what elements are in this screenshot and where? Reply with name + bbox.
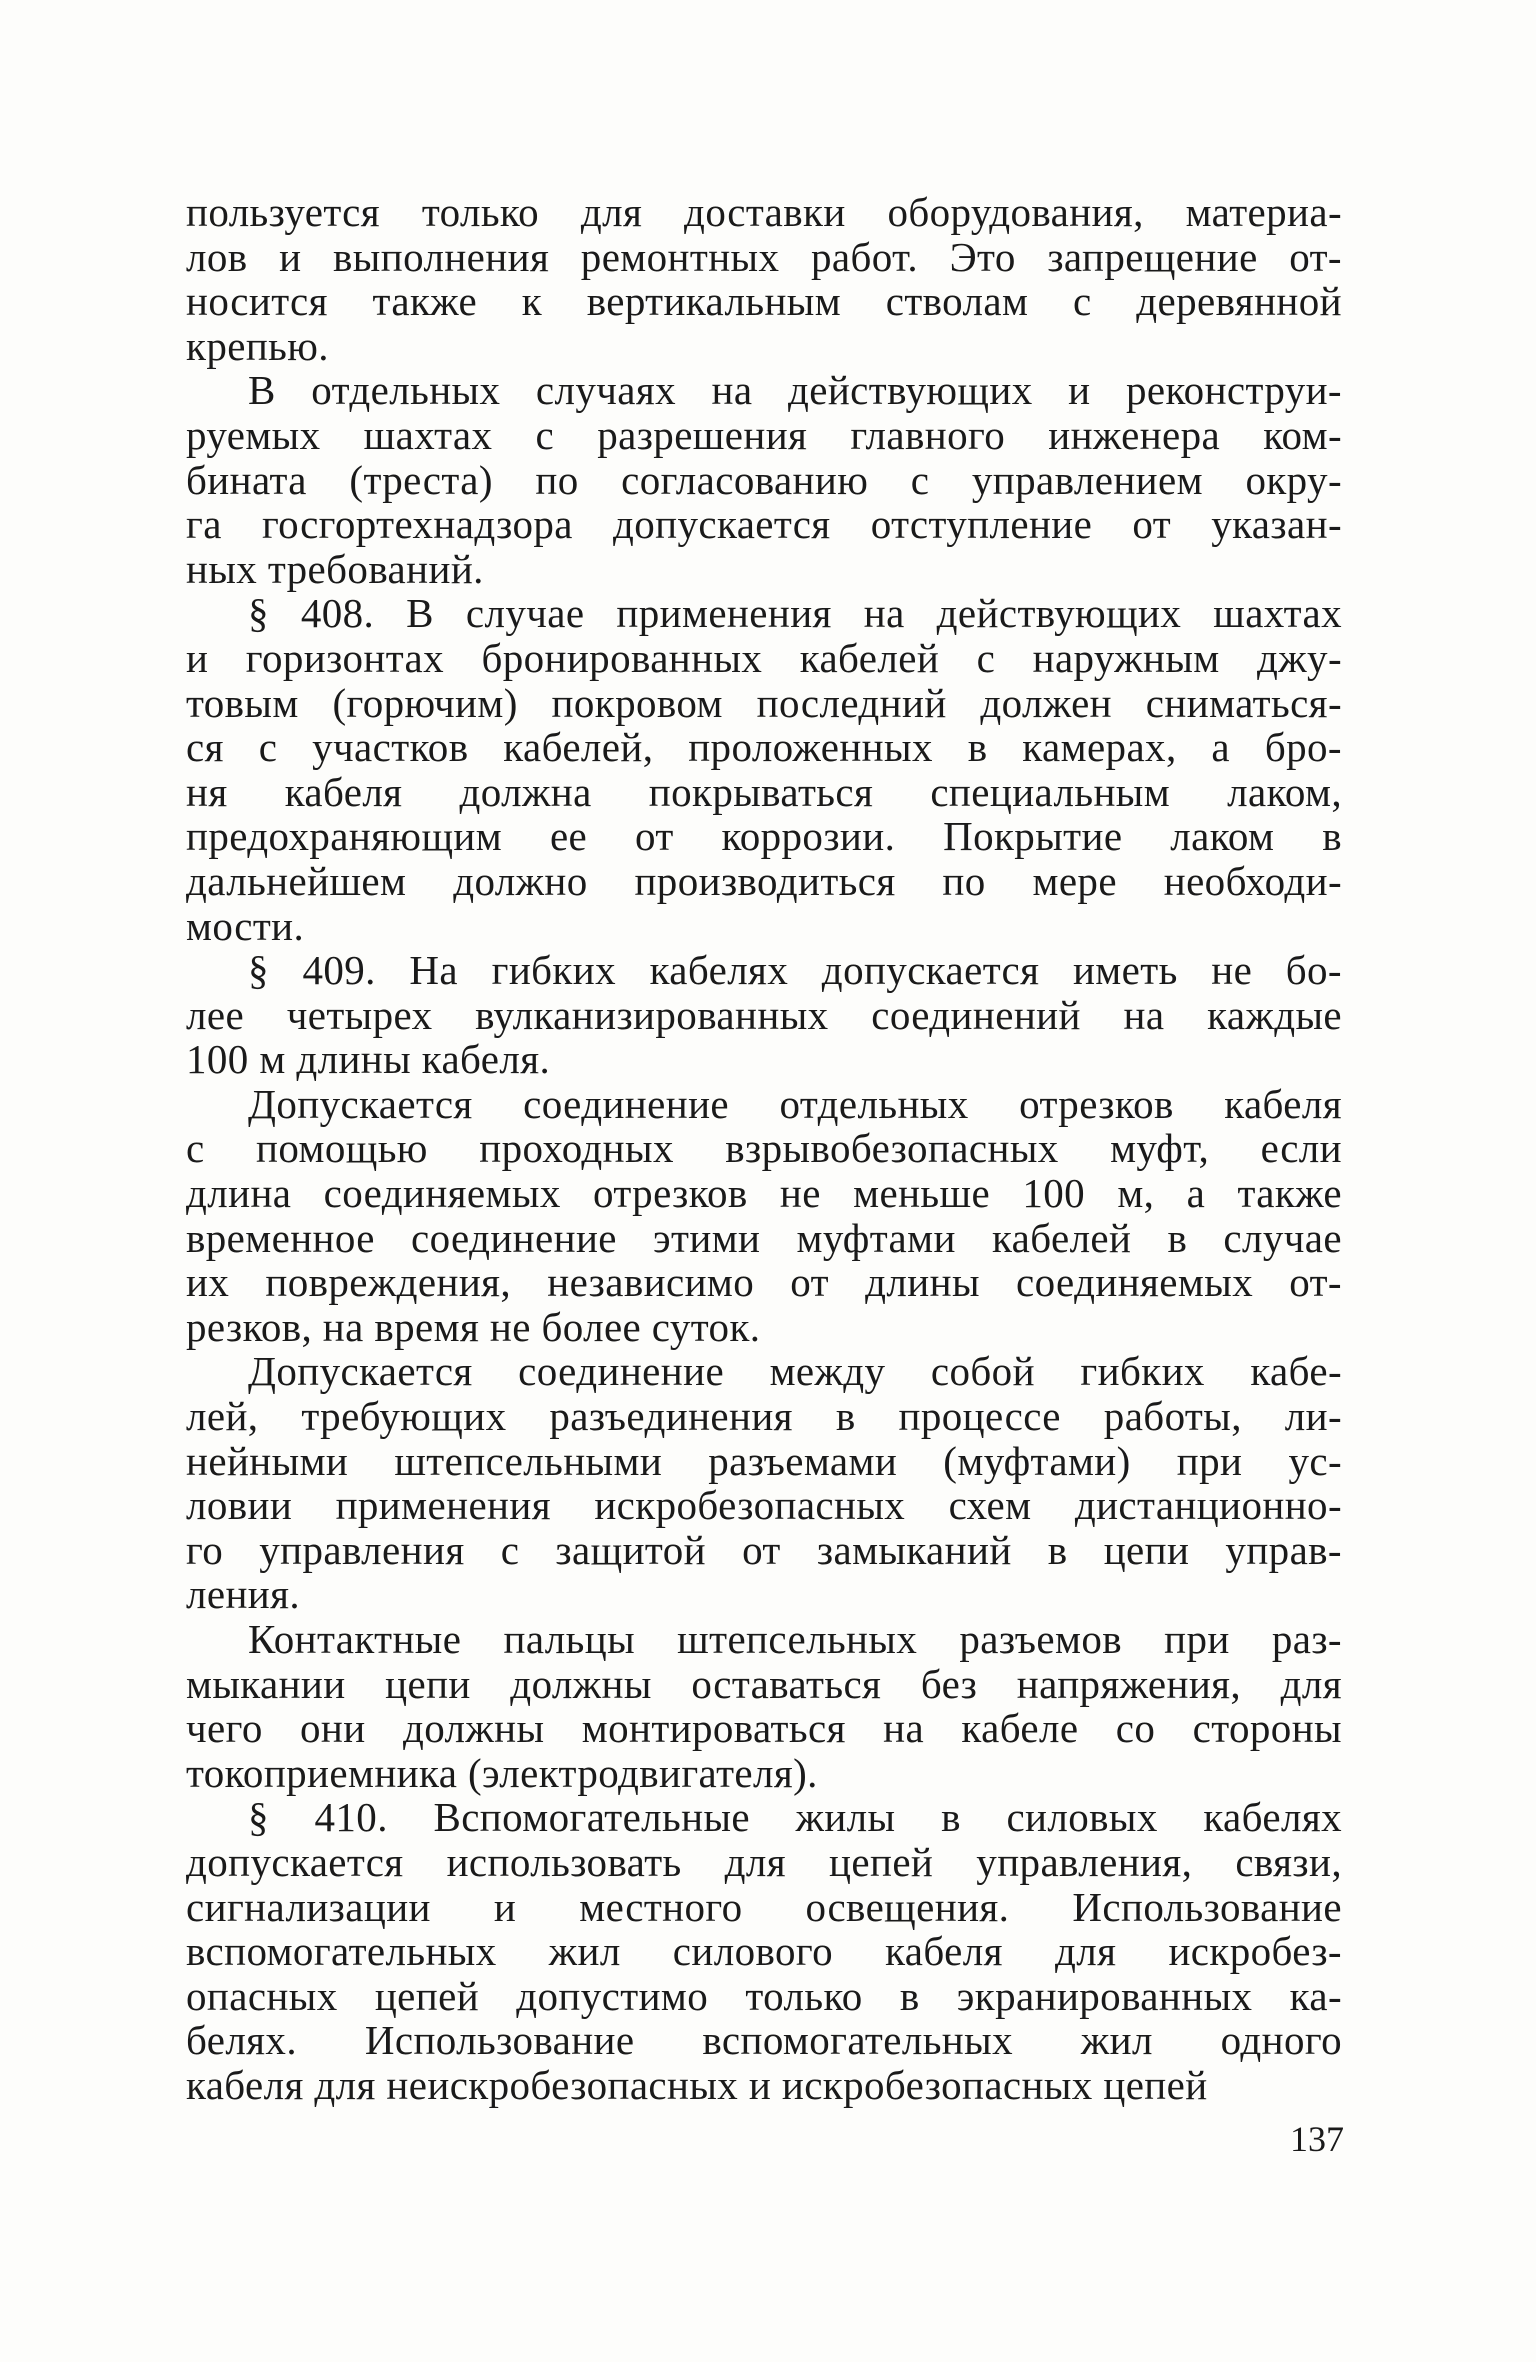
- text-line: токоприемника (электродвигателя).: [186, 1749, 818, 1796]
- text-line: § 408. В случае применения на действующих шахтах: [248, 590, 1342, 637]
- paragraph: [186, 368, 1342, 591]
- text-line: Допускается соединение между собой гибких кабе-: [248, 1348, 1342, 1395]
- page-number: 137: [1290, 2119, 1344, 2159]
- body-text: [186, 190, 1342, 2108]
- text-line: пользуется только для доставки оборудования, материа-: [186, 189, 1342, 235]
- text-line: крепью.: [186, 322, 329, 369]
- text-line: длина соединяемых отрезков не меньше 100 м, а также: [186, 1170, 1342, 1217]
- paragraph: [186, 1795, 1342, 2107]
- text-line: с помощью проходных взрывобезопасных муфт, если: [186, 1125, 1342, 1172]
- text-line: Допускается соединение отдельных отрезков кабеля: [248, 1080, 1342, 1127]
- text-line: лее четырех вулканизированных соединений на каждые: [186, 991, 1342, 1038]
- text-line: носится также к вертикальным стволам с деревянной: [186, 278, 1342, 325]
- text-line: резков, на время не более суток.: [186, 1303, 761, 1350]
- paragraph: [186, 190, 1342, 368]
- text-line: опасных цепей допустимо только в экранированных ка-: [186, 1972, 1342, 2019]
- text-line: сигнализации и местного освещения. Использование: [186, 1883, 1342, 1930]
- text-line: дальнейшем должно производиться по мере необходи-: [186, 857, 1342, 904]
- text-line: руемых шахтах с разрешения главного инженера ком-: [186, 411, 1342, 458]
- text-line: ловии применения искробезопасных схем дистанционно-: [186, 1482, 1342, 1529]
- text-line: чего они должны монтироваться на кабеле со стороны: [186, 1705, 1342, 1752]
- text-line: мости.: [186, 902, 305, 949]
- text-line: мыкании цепи должны оставаться без напряжения, для: [186, 1660, 1342, 1707]
- text-line: лей, требующих разъединения в процессе работы, ли-: [186, 1393, 1342, 1440]
- text-line: допускается использовать для цепей управления, связи,: [186, 1838, 1342, 1885]
- text-line: В отдельных случаях на действующих и реконструи-: [248, 367, 1342, 414]
- text-line: ления.: [186, 1571, 301, 1618]
- text-line: товым (горючим) покровом последний должен сниматься-: [186, 679, 1342, 726]
- text-line: временное соединение этими муфтами кабелей в случае: [186, 1214, 1342, 1261]
- text-line: и горизонтах бронированных кабелей с наружным джу-: [186, 634, 1342, 681]
- paragraph: [186, 591, 1342, 948]
- paragraph: [186, 1617, 1342, 1795]
- text-line: предохраняющим ее от коррозии. Покрытие лаком в: [186, 813, 1342, 860]
- paragraph: [186, 948, 1342, 1082]
- text-line: ных требований.: [186, 545, 484, 592]
- text-line: нейными штепсельными разъемами (муфтами) при ус-: [186, 1437, 1342, 1484]
- text-line: 100 м длины кабеля.: [186, 1036, 551, 1083]
- text-line: го управления с защитой от замыканий в цепи управ-: [186, 1526, 1342, 1573]
- text-line: § 410. Вспомогательные жилы в силовых кабелях: [248, 1794, 1342, 1841]
- text-line: Контактные пальцы штепсельных разъемов при раз-: [248, 1616, 1342, 1662]
- text-line: § 409. На гибких кабелях допускается иметь не бо-: [248, 947, 1342, 994]
- text-line: бината (треста) по согласованию с управлением окру-: [186, 456, 1342, 503]
- text-line: белях. Использование вспомогательных жил одного: [186, 2017, 1342, 2064]
- paragraph: [186, 1349, 1342, 1617]
- text-line: га госгортехнадзора допускается отступление от указан-: [186, 501, 1342, 548]
- text-line: кабеля для неискробезопасных и искробезопасных цепей: [186, 2061, 1208, 2108]
- text-line: их повреждения, независимо от длины соединяемых от-: [186, 1259, 1342, 1306]
- text-line: ся с участков кабелей, проложенных в камерах, а бро-: [186, 724, 1342, 771]
- text-line: ня кабеля должна покрываться специальным лаком,: [186, 768, 1342, 815]
- text-line: лов и выполнения ремонтных работ. Это запрещение от-: [186, 233, 1342, 280]
- paragraph: [186, 1082, 1342, 1350]
- text-line: вспомогательных жил силового кабеля для искробез-: [186, 1928, 1342, 1975]
